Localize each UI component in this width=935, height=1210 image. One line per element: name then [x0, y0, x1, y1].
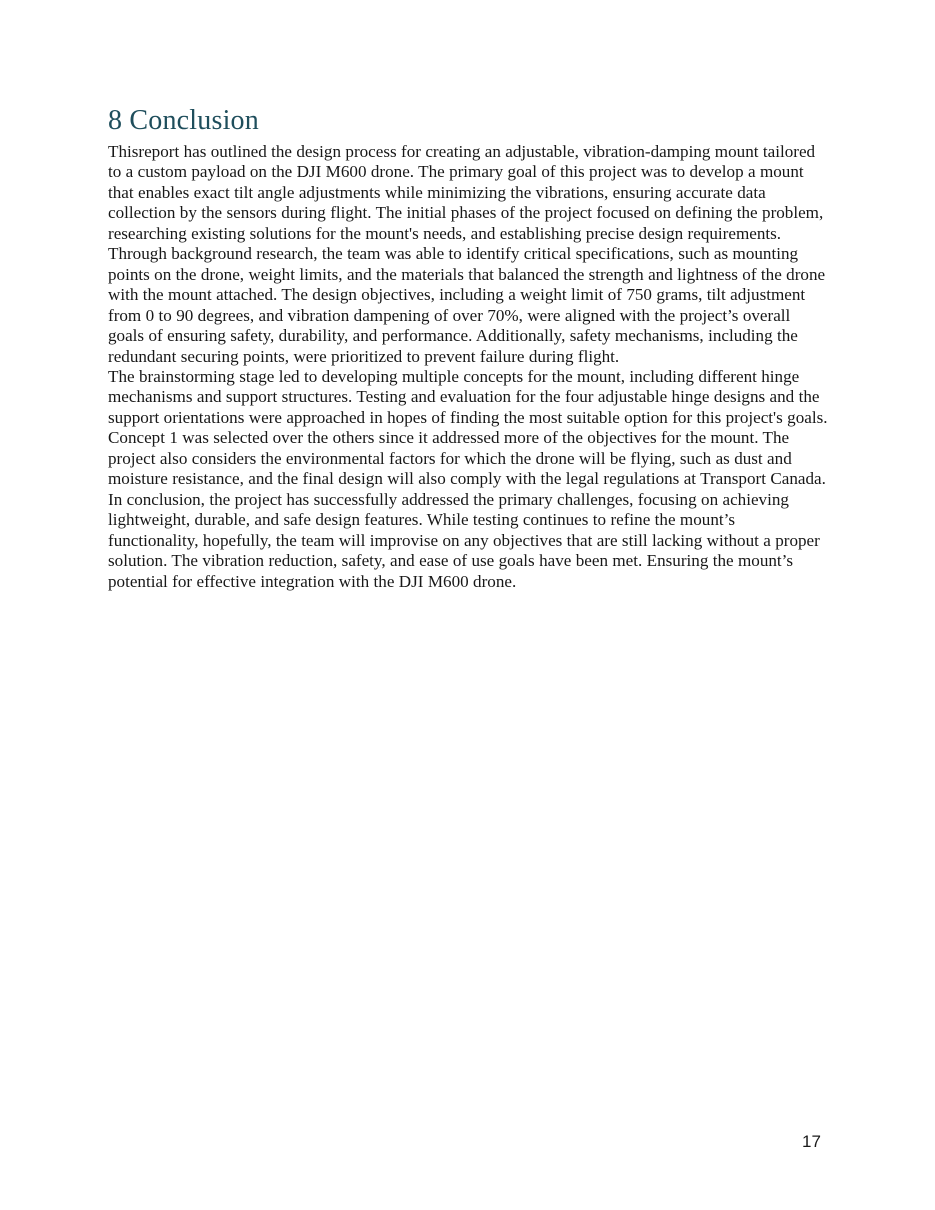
paragraph-2: Through background research, the team was able to identify critical specifications, such as mounting points on the drone, weight limits, and the materials that balanced the strength and lightness of the drone with the mount attached. The design objectives, including a weight limit of 750 grams, tilt adjustment from 0 to 90 degrees, and vibration dampening of over 70%, were aligned with the project’s overall goals of ensuring safety, durability, and performance. Additionally, safety mechanisms, including the redundant securing points, were prioritized to prevent failure during flight.: [108, 244, 826, 366]
page-number: 17: [802, 1132, 821, 1151]
paragraph-4: In conclusion, the project has successfully addressed the primary challenges, focusing on achieving lightweight, durable, and safe design features. While testing continues to refine the mount’s functionality, hopefully, the team will improvise on any objectives that are still lacking without a proper solution. The vibration reduction, safety, and ease of use goals have been met. Ensuring the mount’s potential for effective integration with the DJI M600 drone.: [108, 489, 820, 591]
body-text-block: [108, 142, 828, 592]
page-content: [108, 104, 828, 592]
page-title: 8 Conclusion: [108, 105, 259, 136]
paragraph-3: The brainstorming stage led to developing multiple concepts for the mount, including different hinge mechanisms and support structures. Testing and evaluation for the four adjustable hinge designs and the support orientations were approached in hopes of finding the most suitable option for this project's goals. Concept 1 was selected over the others since it addressed more of the objectives for the mount. The project also considers the environmental factors for which the drone will be flying, such as dust and moisture resistance, and the final design will also comply with the legal regulations at Transport Canada.: [108, 366, 828, 489]
paragraph-1: Thisreport has outlined the design process for creating an adjustable, vibration-damping mount tailored to a custom payload on the DJI M600 drone. The primary goal of this project was to develop a mount that enables exact tilt angle adjustments while minimizing the vibrations, ensuring accurate data collection by the sensors during flight. The initial phases of the project focused on defining the problem, researching existing solutions for the mount's needs, and establishing precise design requirements.: [108, 142, 824, 243]
